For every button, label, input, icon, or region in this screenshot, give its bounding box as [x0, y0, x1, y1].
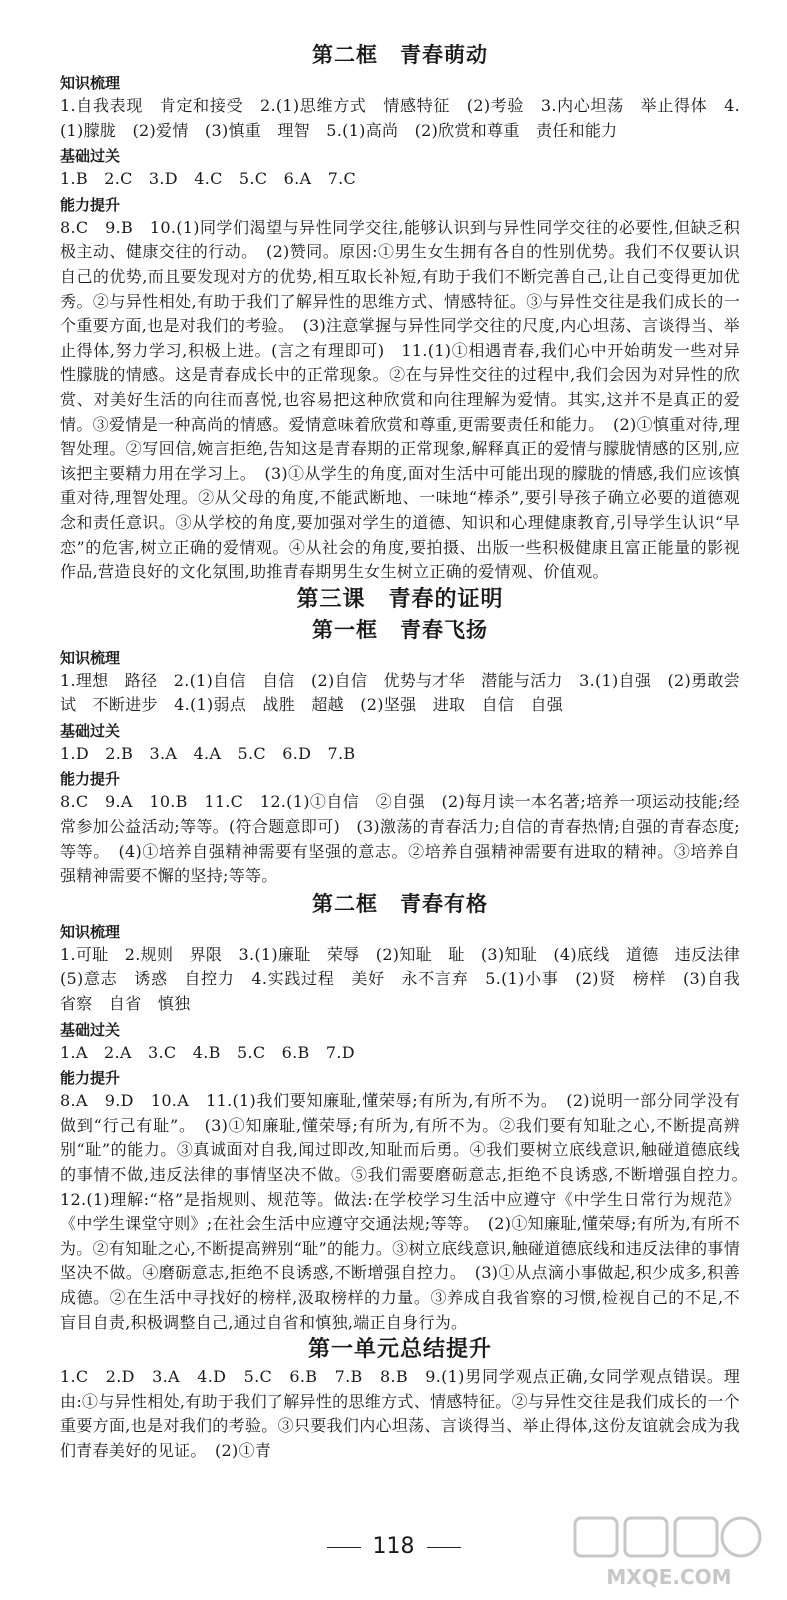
answer-text: 1.理想 路径 2.(1)自信 自信 (2)自信 优势与才华 潜能与活力 3.(1)自强 (2)勇敢尝试 不断进步 4.(1)弱点 战胜 超越 (2)坚强 进取 自信 自强	[60, 670, 740, 715]
answer-text: 1.可耻 2.规则 界限 3.(1)廉耻 荣辱 (2)知耻 耻 (3)知耻 (4)底线 道德 违反法律 (5)意志 诱惑 自控力 4.实践过程 美好 永不言弃 5.(1)小事 (2)贤 榜样 (3)自我省察 自省 慎独	[60, 944, 757, 1014]
footer-dash-right	[427, 1547, 461, 1548]
section-title: 第二框 青春有格	[312, 891, 488, 916]
lesson-title: 第三课 青春的证明	[296, 586, 504, 612]
section-title: 第二框 青春萌动	[312, 43, 488, 67]
answer-text: 1.自我表现 肯定和接受 2.(1)思维方式 情感特征 (2)考验 3.内心坦荡 举止得体 4.(1)朦胧 (2)爱情 (3)慎重 理智 5.(1)高尚 (2)欣赏和尊重 责任和能力	[60, 96, 740, 140]
subsection-heading: 能力提升	[60, 770, 121, 789]
watermark-text: MXQE.COM	[606, 1565, 732, 1589]
watermark-logo	[569, 1512, 769, 1592]
answer-text: 1.B 2.C 3.D 4.C 5.C 6.A 7.C	[60, 169, 357, 189]
subsection-heading: 基础过关	[60, 147, 121, 166]
answer-text: 1.A 2.A 3.C 4.B 5.C 6.B 7.D	[60, 1042, 355, 1062]
subsection-heading: 知识梳理	[60, 648, 121, 667]
subsection-heading: 知识梳理	[60, 74, 121, 92]
answer-text: 8.C 9.A 10.B 11.C 12.(1)①自信 ②自强 (2)每月读一本名著;培养一项运动技能;经常参加公益活动;等等。(符合题意即可) (3)激荡的青春活力;自信的青春热情;自强的青春态度;等等。 (4)①培养自强精神需要有坚强的意志。②培养自强精神需要有进取的精神。③培养自强精神需要不懈的坚持;等等。	[60, 792, 740, 886]
answer-text: 8.A 9.D 10.A 11.(1)我们要知廉耻,懂荣辱;有所为,有所不为。 (2)说明一部分同学没有做到“行己有耻”。 (3)①知廉耻,懂荣辱;有所为,有所不为。②我们要有知耻之心,不断提高辨别“耻”的能力。③真诚面对自我,闻过即改,知耻而后勇。④我们要树立底线意识,触碰道德底线的事情不做,违反法律的事情坚决不做。⑤我们需要磨砺意志,拒绝不良诱惑,不断增强自控力。 12.(1)理解:“格”是指规则、规范等。做法:在学校学习生活中应遵守《中学生日常行为规范》《中学生课堂守则》;在社会生活中应遵守交通法规;等等。 (2)①知廉耻,懂荣辱;有所为,有所不为。②有知耻之心,不断提高辨别“耻”的能力。③树立底线意识,触碰道德底线和违反法律的事情坚决不做。④磨砺意志,拒绝不良诱惑,不断增强自控力。 (3)①从点滴小事做起,积少成多,积善成德。②在生活中寻找好的榜样,汲取榜样的力量。③养成自我省察的习惯,检视自己的不足,不盲目自责,积极调整自己,通过自省和慎独,端正自身行为。	[60, 1091, 757, 1332]
answer-text: 1.D 2.B 3.A 4.A 5.C 6.D 7.B	[60, 743, 356, 763]
unit-summary-title: 第一单元总结提升	[307, 1337, 492, 1363]
subsection-heading: 基础过关	[60, 721, 121, 740]
answer-page	[60, 40, 757, 1464]
page-number: 118	[372, 1534, 415, 1559]
subsection-heading: 知识梳理	[60, 922, 121, 941]
answer-text: 8.C 9.B 10.(1)同学们渴望与异性同学交往,能够认识到与异性同学交往的必要性,但缺乏积极主动、健康交往的行动。 (2)赞同。原因:①男生女生拥有各自的性别优势。我们不仅要认识自己的优势,而且要发现对方的优势,相互取长补短,有助于我们不断完善自己,让自己变得更加优秀。②与异性相处,有助于我们了解异性的思维方式、情感特征。③与异性交往是我们成长的一个重要方面,也是对我们的考验。 (3)注意掌握与异性同学交往的尺度,内心坦荡、言谈得当、举止得体,努力学习,积极上进。(言之有理即可) 11.(1)①相遇青春,我们心中开始萌发一些对异性朦胧的情感。这是青春成长中的正常现象。②在与异性交往的过程中,我们会因为对异性的欣赏、对美好生活的向往而喜悦,也容易把这种欣赏和向往理解为爱情。其实,这并不是真正的爱情。③爱情是一种高尚的情感。爱情意味着欣赏和尊重,更需要责任和能力。 (2)①慎重对待,理智处理。②写回信,婉言拒绝,告知这是青春期的正常现象,解释真正的爱情与朦胧情感的区别,应该把主要精力用在学习上。 (3)①从学生的角度,面对生活中可能出现的朦胧的情感,我们应该慎重对待,理智处理。②从父母的角度,不能武断地、一味地“棒杀”,要引导孩子确立必要的道德观念和责任意识。③从学校的角度,要加强对学生的道德、知识和心理健康教育,引导学生认识“早恋”的危害,树立正确的爱情观。④从社会的角度,要拍摄、出版一些积极健康且富正能量的影视作品,营造良好的文化氛围,助推青春期男生女生树立正确的爱情观、价值观。	[60, 217, 740, 582]
footer-dash-left	[327, 1547, 361, 1548]
answer-text: 1.C 2.D 3.A 4.D 5.C 6.B 7.B 8.B 9.(1)男同学观点正确,女同学观点错误。理由:①与异性相处,有助于我们了解异性的思维方式、情感特征。②与异性交往是我们成长的一个重要方面,也是对我们的考验。③只要我们内心坦荡、言谈得当、举止得体,这份友谊就会成为我们青春美好的见证。 (2)①青	[60, 1367, 740, 1460]
section-title: 第一框 青春飞扬	[312, 617, 488, 642]
subsection-heading: 基础过关	[60, 1020, 121, 1039]
subsection-heading: 能力提升	[60, 1069, 121, 1088]
subsection-heading: 能力提升	[60, 195, 121, 214]
